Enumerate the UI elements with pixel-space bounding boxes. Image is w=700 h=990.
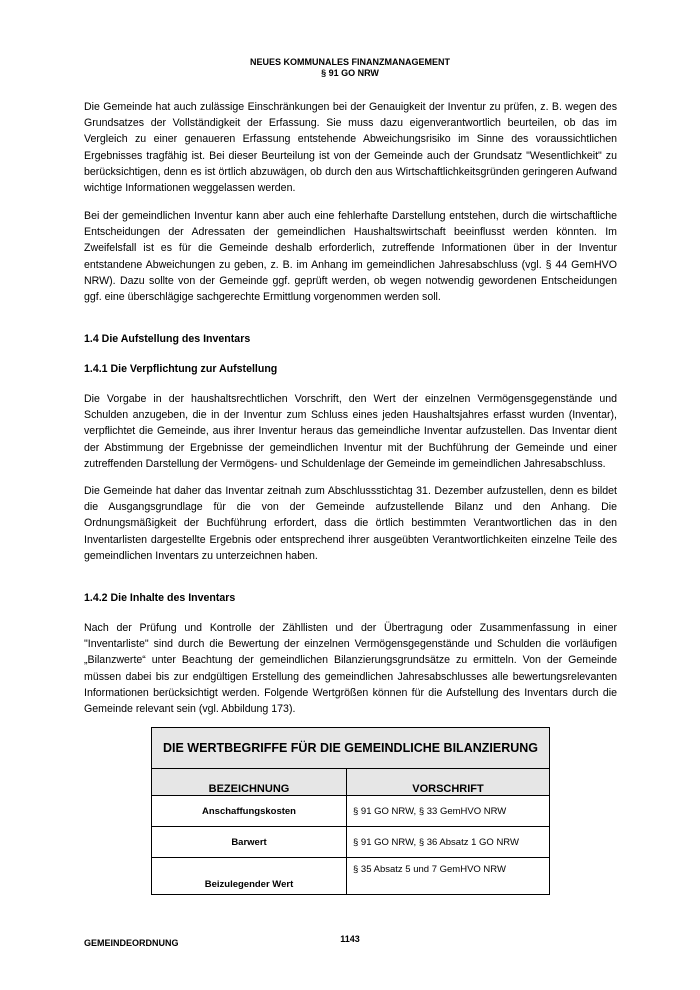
- footer-title: GEMEINDEORDNUNG: [84, 938, 179, 948]
- paragraph-2: Bei der gemeindlichen Inventur kann aber auch eine fehlerhafte Darstellung entstehen, durch die wirtschaftliche Entscheidungen der Adressaten der gemeindlichen Haushaltswirtschaft beeinflusst werden könnten. Im Zweifelsfall ist es für die Gemeinde deshalb erforderlich, zutreffende Informationen über in der Inventur entstandene Abweichungen zu geben, z. B. im Anhang im gemeindlichen Jahresabschluss (vgl. § 44 GemHVO NRW). Dazu sollte von der Gemeinde ggf. geprüft werden, ob wegen notwendig gewordenen Entscheidungen ggf. eine überschlägige sachgerechte Ermittlung vorgenommen werden soll.: [84, 210, 617, 304]
- row-name: Barwert: [152, 827, 347, 858]
- table-header-row: [152, 769, 550, 796]
- paragraph-3: Die Vorgabe in der haushaltsrechtlichen Vorschrift, den Wert der einzelnen Vermögensgegenstände und Schulden anzugeben, die in der Inventur zum Schluss eines jeden Haushaltsjahres erfasst wurden (Inventar), verpflichtet die Gemeinde, aus ihrer Inventur heraus das gemeindliche Inventar aufzustellen. Das Inventar dient der Abstimmung der Ergebnisse der gemeindlichen Inventur mit der Buchführung der Gemeinde und einer zutreffenden Darstellung der Vermögens- und Schuldenlage der Gemeinde im gemeindlichen Jahresabschluss.: [84, 393, 617, 470]
- row-name: Beizulegender Wert: [152, 858, 347, 895]
- row-rule: § 91 GO NRW, § 33 GemHVO NRW: [347, 796, 550, 827]
- header-section: § 91 GO NRW: [321, 68, 379, 78]
- row-rule: § 91 GO NRW, § 36 Absatz 1 GO NRW: [347, 827, 550, 858]
- table-row: [152, 796, 550, 827]
- header-title: NEUES KOMMUNALES FINANZMANAGEMENT: [250, 57, 450, 67]
- table-row: [152, 827, 550, 858]
- table-title: DIE WERTBEGRIFFE FÜR DIE GEMEINDLICHE BILANZIERUNG: [152, 728, 550, 769]
- paragraph-1: Die Gemeinde hat auch zulässige Einschränkungen bei der Genauigkeit der Inventur zu prüfen, z. B. wegen des Grundsatzes der Vollständigkeit der Erfassung. Sie muss dazu eigenverantwortlich beurteilen, ob das im Vergleich zu einer genaueren Erfassung entstehende Abweichungsrisiko im Sinne des voraussichtlichen Ergebnisses tragfähig ist. Bei dieser Beurteilung ist von der Gemeinde auch der Grundsatz "Wesentlichkeit" zu berücksichtigen, denn es ist örtlich abzuwägen, ob durch den aus Wirtschaftlichkeitsgründen geringeren Aufwand wichtige Informationen weggelassen werden.: [84, 101, 617, 195]
- column-header-vorschrift: VORSCHRIFT: [347, 769, 550, 796]
- row-name: Anschaffungskosten: [152, 796, 347, 827]
- table-row: [152, 858, 550, 895]
- value-terms-table: [151, 727, 550, 895]
- paragraph-5: Nach der Prüfung und Kontrolle der Zähllisten und der Übertragung oder Zusammenfassung in einer "Inventarliste" sind durch die Bewertung der einzelnen Vermögensgegenstände und Schulden die vorläufigen „Bilanzwerte“ unter Beachtung der gemeindlichen Bilanzierungsgrundsätze zu ermitteln. Von der Gemeinde müssen dabei bis zur endgültigen Erstellung des gemeindlichen Jahresabschlusses alle bewertungsrelevanten Informationen berücksichtigt werden. Folgende Wertgrößen können für die Aufstellung des Inventars durch die Gemeinde relevant sein (vgl. Abbildung 173).: [84, 622, 617, 716]
- page-number: 1143: [340, 934, 360, 944]
- row-rule: § 35 Absatz 5 und 7 GemHVO NRW: [347, 858, 550, 895]
- page-header: [0, 57, 700, 79]
- paragraph-4: Die Gemeinde hat daher das Inventar zeitnah zum Abschlussstichtag 31. Dezember aufzustellen, denn es bildet die Ausgangsgrundlage für die von der Gemeinde aufzustellende Bilanz und den Anhang. Die Ordnungsmäßigkeit der Buchführung erfordert, dass die örtlich bestimmten Verantwortlichen das in den Inventarlisten dargestellte Ergebnis oder entsprechend ihrer ausgeübten Verantwortlichkeiten einzelne Teile des gemeindlichen Inventars zu unterzeichnen haben.: [84, 485, 617, 562]
- section-heading-1-4: 1.4 Die Aufstellung des Inventars: [84, 333, 251, 345]
- column-header-bezeichnung: BEZEICHNUNG: [152, 769, 347, 796]
- section-heading-1-4-1: 1.4.1 Die Verpflichtung zur Aufstellung: [84, 363, 278, 375]
- section-heading-1-4-2: 1.4.2 Die Inhalte des Inventars: [84, 592, 236, 604]
